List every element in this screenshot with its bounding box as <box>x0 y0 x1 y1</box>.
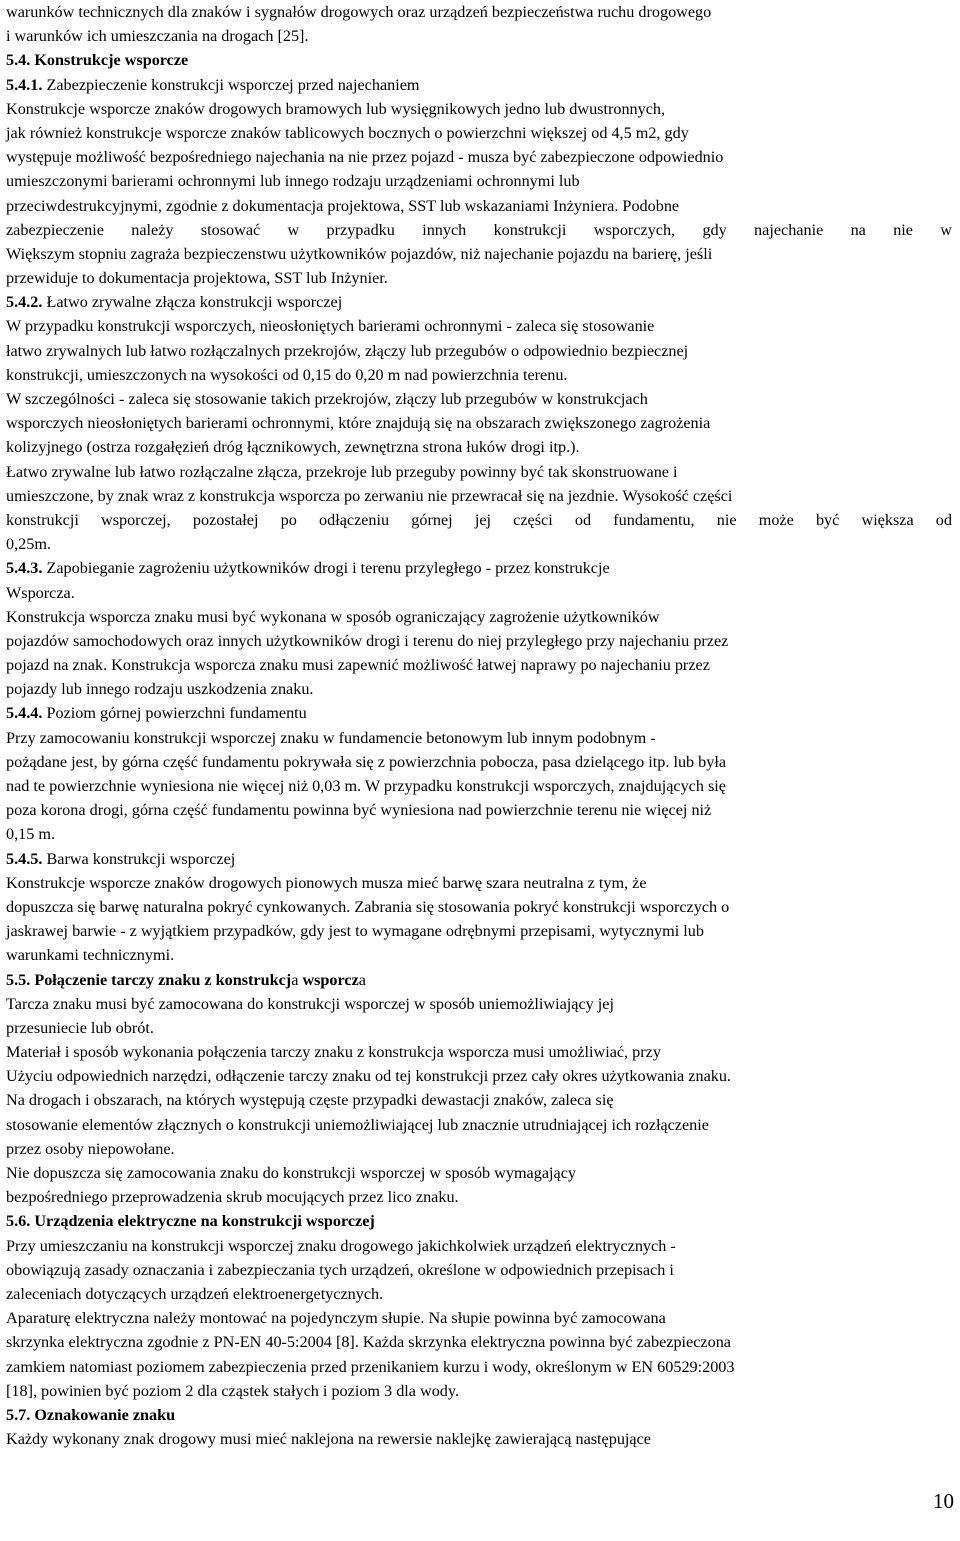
text-line <box>6 1113 952 1137</box>
line-text: umieszczonymi barierami ochronnymi lub innego rodzaju urządzeniami ochronnymi lub <box>6 172 580 191</box>
section-number: 5.4.5. <box>6 849 43 868</box>
text-line <box>6 411 952 435</box>
text-line <box>6 145 952 169</box>
text-line <box>6 1088 952 1112</box>
line-text: pojazdów samochodowych oraz innych użytkowników drogi i terenu do niej przyległego przy najechaniu przez <box>6 631 729 650</box>
line-text: 0,25m. <box>6 535 51 554</box>
line-text: występuje możliwość bezpośredniego najechania na nie przez pojazd - musza być zabezpieczone odpowiednio <box>6 148 724 167</box>
text-line <box>6 919 952 943</box>
line-text: Przy umieszczaniu na konstrukcji wsporczej znaku drogowego jakichkolwiek urządzeń elektrycznych - <box>6 1236 676 1255</box>
line-text: bezpośredniego przeprowadzenia skrub mocujących przez lico znaku. <box>6 1188 459 1207</box>
section-heading-line <box>6 1403 952 1427</box>
text-line <box>6 1016 952 1040</box>
section-number: 5.4.4. <box>6 704 43 723</box>
line-text: jaskrawej barwie - z wyjątkiem przypadków, gdy jest to wymagane odrębnymi przepisami, wytycznymi lub <box>6 922 704 941</box>
section-heading-line <box>6 1209 952 1233</box>
line-text: zabezpieczenie należy stosować w przypadku innych konstrukcji wsporczych, gdy najechanie na nie w <box>6 220 952 239</box>
line-text: Konstrukcje wsporcze znaków drogowych pionowych musza mieć barwę szara neutralna z tym, że <box>6 873 647 892</box>
line-text: Zapobieganie zagrożeniu użytkowników drogi i terenu przyległego - przez konstrukcje <box>42 559 610 578</box>
line-text: Materiał i sposób wykonania połączenia tarczy znaku z konstrukcja wsporcza musi umożliwiać, przy <box>6 1043 661 1062</box>
text-line <box>6 218 952 242</box>
line-text: umieszczone, by znak wraz z konstrukcja wsporcza po zerwaniu nie przewracał się na jezdnie. Wysokość części <box>6 486 733 505</box>
line-text: kolizyjnego (ostrza rozgałęzień dróg łącznikowych, zewnętrzna strona łuków drogi itp.). <box>6 438 580 457</box>
line-text: Konstrukcje wsporcze znaków drogowych bramowych lub wysięgnikowych jedno lub dwustronnych, <box>6 99 666 118</box>
text-line <box>6 774 952 798</box>
section-heading-line <box>6 48 952 72</box>
line-text: dopuszcza się barwę naturalna pokryć cynkowanych. Zabrania się stosowania pokryć konstrukcji wsporczych o <box>6 897 730 916</box>
text-line <box>6 1258 952 1282</box>
text-line <box>6 943 952 967</box>
text-line <box>6 1064 952 1088</box>
section-heading-line <box>6 73 952 97</box>
text-line <box>6 1282 952 1306</box>
section-heading-line <box>6 701 952 725</box>
text-line <box>6 1379 952 1403</box>
line-text: skrzynka elektryczna zgodnie z PN-EN 40-5:2004 [8]. Każda skrzynka elektryczna powinna być zabezpieczona <box>6 1333 731 1352</box>
line-text: Przy zamocowaniu konstrukcji wsporczej znaku w fundamencie betonowym lub innym podobnym - <box>6 728 656 747</box>
line-text: pojazdy lub innego rodzaju uszkodzenia znaku. <box>6 680 314 699</box>
text-line <box>6 1427 952 1451</box>
line-text: konstrukcji, umieszczonych na wysokości od 0,15 do 0,20 m nad powierzchnia terenu. <box>6 365 568 384</box>
section-number: 5.5. Połączenie tarczy znaku z konstrukcj <box>6 970 292 989</box>
text-line <box>6 581 952 605</box>
line-text: Barwa konstrukcji wsporczej <box>42 849 236 868</box>
text-line <box>6 169 952 193</box>
line-text: 0,15 m. <box>6 825 56 844</box>
text-line <box>6 726 952 750</box>
line-text: [18], powinien być poziom 2 dla cząstek stałych i poziom 3 dla wody. <box>6 1381 459 1400</box>
text-line <box>6 266 952 290</box>
line-text: Zabezpieczenie konstrukcji wsporczej przed najechaniem <box>42 75 420 94</box>
section-heading-line <box>6 968 952 992</box>
heading-plain-part: a <box>358 970 366 989</box>
text-line <box>6 750 952 774</box>
line-text: przewiduje to dokumentacja projektowa, SST lub Inżynier. <box>6 269 388 288</box>
line-text: poza korona drogi, górna część fundamentu powinna być wyniesiona nad powierzchnie terenu nie więcej niż <box>6 801 712 820</box>
text-line <box>6 435 952 459</box>
line-text: W przypadku konstrukcji wsporczych, nieosłoniętych barierami ochronnymi - zaleca się stosowanie <box>6 317 655 336</box>
text-line <box>6 387 952 411</box>
line-text: Łatwo zrywalne złącza konstrukcji wsporczej <box>42 293 343 312</box>
line-text: Użyciu odpowiednich narzędzi, odłączenie tarczy znaku od tej konstrukcji przez cały okres użytkowania znaku. <box>6 1067 731 1086</box>
line-text: zaleceniach dotyczących urządzeń elektroenergetycznych. <box>6 1284 384 1303</box>
text-line <box>6 629 952 653</box>
line-text: konstrukcji wsporczej, pozostałej po odłączeniu górnej jej części od fundamentu, nie może być większa od <box>6 510 952 529</box>
line-text: warunków technicznych dla znaków i sygnałów drogowych oraz urządzeń bezpieczeństwa ruchu drogowego <box>6 3 712 21</box>
line-text: Poziom górnej powierzchni fundamentu <box>42 704 307 723</box>
line-text: zamkiem natomiast poziomem zabezpieczenia przed przenikaniem kurzu i wody, określonym w EN 60529:2003 <box>6 1357 735 1376</box>
text-line <box>6 653 952 677</box>
section-heading-line <box>6 290 952 314</box>
line-text: warunkami technicznymi. <box>6 946 175 965</box>
line-text: W szczególności - zaleca się stosowanie takich przekrojów, złączy lub przegubów w konstrukcjach <box>6 390 648 408</box>
page-number: 10 <box>933 1489 954 1513</box>
line-text: przeciwdestrukcyjnymi, zgodnie z dokumentacja projektowa, SST lub wskazaniami Inżyniera. Podobne <box>6 196 680 215</box>
line-text: wsporczych nieosłoniętych barierami ochronnymi, które znajdują się na obszarach zwiększonego zagrożenia <box>6 414 711 433</box>
line-text: jak również konstrukcje wsporcze znaków tablicowych bocznych o powierzchni większej od 4,5 m2, gdy <box>6 123 689 142</box>
line-text: i warunków ich umieszczania na drogach [25]. <box>6 27 309 46</box>
text-line <box>6 97 952 121</box>
section-number: 5.4.2. <box>6 293 43 312</box>
text-line <box>6 121 952 145</box>
text-line <box>6 871 952 895</box>
line-text: Nie dopuszcza się zamocowania znaku do konstrukcji wsporczej w sposób wymagający <box>6 1164 576 1182</box>
text-line <box>6 314 952 338</box>
text-line <box>6 895 952 919</box>
line-text: łatwo zrywalnych lub łatwo rozłączalnych przekrojów, złączy lub przegubów o odpowiednio bezpiecznej <box>6 341 689 360</box>
line-text: Tarcza znaku musi być zamocowana do konstrukcji wsporczej w sposób uniemożliwiający jej <box>6 994 614 1013</box>
line-text: stosowanie elementów złącznych o konstrukcji uniemożliwiającej lub znacznie utrudniającej ich rozłączenie <box>6 1115 709 1134</box>
text-line <box>6 1234 952 1258</box>
line-text: Każdy wykonany znak drogowy musi mieć naklejona na rewersie naklejkę zawierającą następujące <box>6 1430 651 1449</box>
text-line <box>6 1306 952 1330</box>
text-line <box>6 242 952 266</box>
text-line <box>6 1330 952 1354</box>
text-line <box>6 1040 952 1064</box>
text-line <box>6 1185 952 1209</box>
document-body <box>6 0 952 1451</box>
section-number: 5.7. Oznakowanie znaku <box>6 1405 176 1424</box>
text-line <box>6 484 952 508</box>
text-line <box>6 798 952 822</box>
line-text: Konstrukcja wsporcza znaku musi być wykonana w sposób ograniczający zagrożenie użytkowników <box>6 607 660 626</box>
line-text: pożądane jest, by górna część fundamentu pokrywała się z powierzchnia pobocza, pasa dzielącego itp. lub była <box>6 752 727 771</box>
heading-bold-part: wsporcz <box>302 970 359 989</box>
text-line <box>6 363 952 387</box>
section-heading-line <box>6 847 952 871</box>
line-text: a <box>291 970 303 989</box>
text-line <box>6 0 952 24</box>
text-line <box>6 1355 952 1379</box>
line-text: pojazd na znak. Konstrukcja wsporcza znaku musi zapewnić możliwość łatwej naprawy po najechaniu przez <box>6 656 710 675</box>
line-text: 5.4. Konstrukcje wsporcze <box>6 51 189 70</box>
line-text: Większym stopniu zagraża bezpieczenstwu użytkowników pojazdów, niż najechanie pojazdu na barierę, jeśli <box>6 244 713 263</box>
text-line <box>6 460 952 484</box>
text-line <box>6 532 952 556</box>
line-text: Łatwo zrywalne lub łatwo rozłączalne złącza, przekroje lub przeguby powinny być tak skonstruowane i <box>6 462 678 481</box>
text-line <box>6 339 952 363</box>
text-line <box>6 508 952 532</box>
text-line <box>6 1137 952 1161</box>
text-line <box>6 992 952 1016</box>
section-heading-line <box>6 556 952 580</box>
section-number: 5.6. Urządzenia elektryczne na konstrukcji wsporczej <box>6 1212 375 1231</box>
line-text: Aparaturę elektryczna należy montować na pojedynczym słupie. Na słupie powinna być zamocowana <box>6 1309 666 1328</box>
line-text: przesuniecie lub obrót. <box>6 1018 154 1037</box>
section-number: 5.4.1. <box>6 75 43 94</box>
line-text: Na drogach i obszarach, na których występują częste przypadki dewastacji znaków, zaleca się <box>6 1091 614 1110</box>
text-line <box>6 194 952 218</box>
text-line <box>6 605 952 629</box>
line-text: Wsporcza. <box>6 583 75 602</box>
line-text: obowiązują zasady oznaczania i zabezpieczania tych urządzeń, określone w odpowiednich przepisach i <box>6 1260 674 1279</box>
text-line <box>6 1161 952 1185</box>
text-line <box>6 24 952 48</box>
text-line <box>6 677 952 701</box>
line-text: przez osoby niepowołane. <box>6 1139 175 1158</box>
line-text: nad te powierzchnie wyniesiona nie więcej niż 0,03 m. W przypadku konstrukcji wsporczych, znajdujących się <box>6 777 726 795</box>
section-number: 5.4.3. <box>6 559 43 578</box>
text-line <box>6 822 952 846</box>
